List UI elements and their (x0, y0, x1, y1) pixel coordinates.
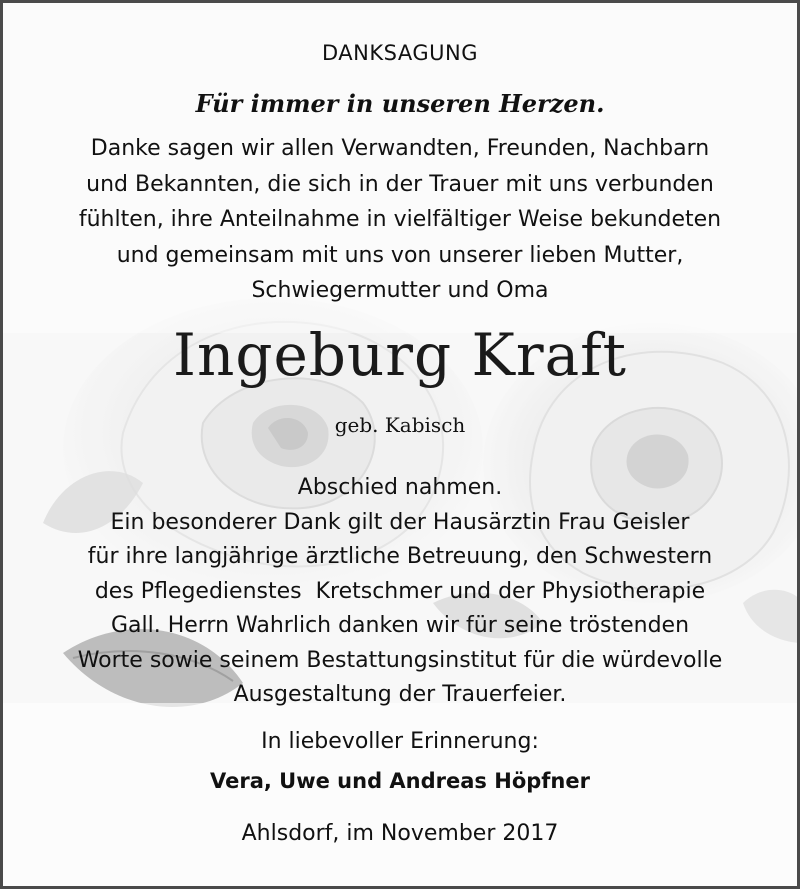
closing-phrase: In liebevoller Erinnerung: (261, 729, 539, 754)
body-line: Worte sowie seinem Bestattungsinstitut für die würdevolle (77, 647, 723, 673)
intro-line: fühlten, ihre Anteilnahme in vielfältiger Weise bekundeten (78, 207, 722, 232)
intro-line: und gemeinsam mit uns von unserer lieben Mutter, (116, 242, 684, 268)
body-line: für ihre langjährige ärztliche Betreuung, den Schwestern (87, 544, 713, 569)
tagline: Für immer in unseren Herzen. (195, 89, 605, 118)
notice-heading: DANKSAGUNG (322, 41, 478, 65)
body-line: Abschied nahmen. (297, 475, 503, 500)
intro-paragraph (3, 131, 797, 309)
intro-line: Danke sagen wir allen Verwandten, Freunden, Nachbarn (90, 136, 710, 161)
body-line: des Pflegedienstes Kretschmer und der Physiotherapie (94, 578, 706, 604)
place-and-date: Ahlsdorf, im November 2017 (241, 821, 559, 846)
birth-name: geb. Kabisch (334, 413, 466, 437)
body-line: Ausgestaltung der Trauerfeier. (233, 682, 567, 707)
body-line: Gall. Herrn Wahrlich danken wir für seine tröstenden (110, 613, 690, 638)
intro-line: Schwiegermutter und Oma (251, 278, 549, 303)
thanks-paragraph (3, 471, 797, 713)
deceased-name: Ingeburg Kraft (173, 321, 627, 389)
signers: Vera, Uwe und Andreas Höpfner (210, 769, 590, 793)
intro-line: und Bekannten, die sich in der Trauer mit uns verbunden (86, 171, 714, 197)
body-line: Ein besonderer Dank gilt der Hausärztin Frau Geisler (110, 509, 690, 535)
